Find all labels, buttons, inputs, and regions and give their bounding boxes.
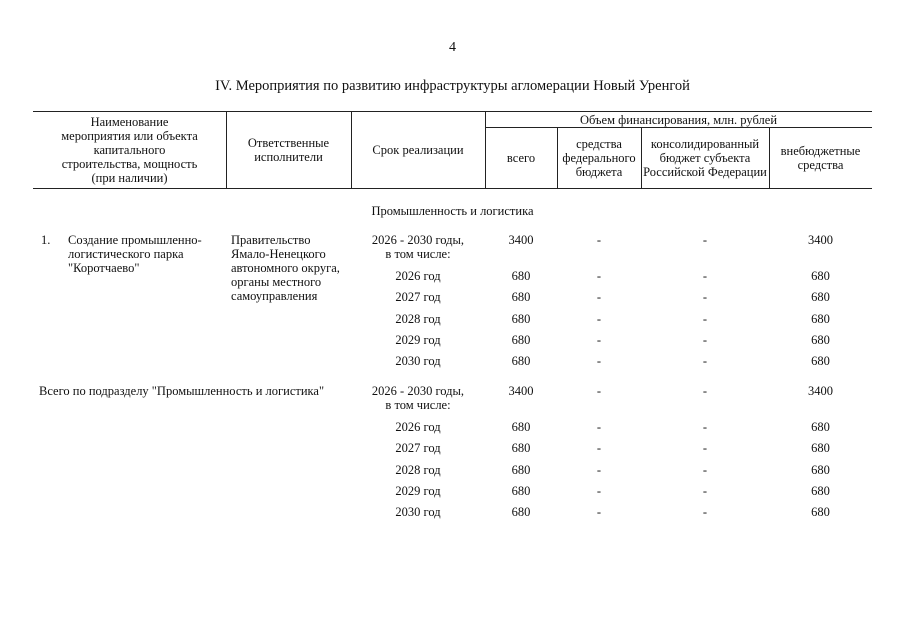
term-cell: 2028 год bbox=[395, 463, 441, 477]
regional-cell: - bbox=[702, 420, 708, 434]
extrabudget-cell: 680 bbox=[811, 354, 830, 368]
total-cell: 680 bbox=[511, 505, 531, 519]
regional-cell: - bbox=[702, 463, 708, 477]
header-term: Срок реализации bbox=[372, 143, 464, 157]
federal-cell: - bbox=[596, 384, 602, 398]
term-cell: 2029 год bbox=[395, 484, 441, 498]
header-federal: средства федерального бюджета bbox=[562, 137, 636, 179]
extrabudget-cell: 3400 bbox=[808, 384, 833, 398]
item-responsible: Правительство Ямало-Ненецкого автономного округа, органы местного самоуправления bbox=[231, 233, 340, 303]
total-cell: 3400 bbox=[508, 384, 534, 398]
term-cell: 2026 год bbox=[395, 420, 441, 434]
extrabudget-cell: 680 bbox=[811, 333, 830, 347]
page-title: IV. Мероприятия по развитию инфраструктуры агломерации Новый Уренгой bbox=[215, 78, 690, 94]
header-regional: консолидированный бюджет субъекта Российской Федерации bbox=[643, 137, 767, 179]
table-header bbox=[33, 111, 872, 189]
extrabudget-cell: 680 bbox=[811, 441, 830, 455]
regional-cell: - bbox=[702, 269, 708, 283]
federal-cell: - bbox=[596, 269, 602, 283]
header-extrabudget: внебюджетные средства bbox=[780, 144, 861, 172]
regional-cell: - bbox=[702, 441, 708, 455]
header-responsible: Ответственные исполнители bbox=[247, 136, 330, 164]
regional-cell: - bbox=[702, 290, 708, 304]
total-cell: 680 bbox=[511, 269, 531, 283]
header-name: Наименование мероприятия или объекта капитального строительства, мощность (при наличии) bbox=[61, 115, 198, 185]
total-cell: 680 bbox=[511, 354, 531, 368]
extrabudget-cell: 680 bbox=[811, 312, 830, 326]
extrabudget-cell: 3400 bbox=[808, 233, 833, 247]
total-cell: 680 bbox=[511, 441, 531, 455]
regional-cell: - bbox=[702, 384, 708, 398]
summary-label: Всего по подразделу "Промышленность и логистика" bbox=[39, 384, 325, 398]
term-cell: 2029 год bbox=[395, 333, 441, 347]
total-cell: 3400 bbox=[508, 233, 534, 247]
item-number: 1. bbox=[41, 233, 51, 247]
federal-cell: - bbox=[596, 312, 602, 326]
term-cell: 2028 год bbox=[395, 312, 441, 326]
page-number: 4 bbox=[449, 40, 456, 55]
regional-cell: - bbox=[702, 484, 708, 498]
extrabudget-cell: 680 bbox=[811, 463, 830, 477]
term-cell: 2026 - 2030 годы, в том числе: bbox=[371, 233, 465, 261]
federal-cell: - bbox=[596, 441, 602, 455]
regional-cell: - bbox=[702, 233, 708, 247]
header-funding: Объем финансирования, млн. рублей bbox=[579, 112, 778, 127]
federal-cell: - bbox=[596, 333, 602, 347]
federal-cell: - bbox=[596, 290, 602, 304]
federal-cell: - bbox=[596, 505, 602, 519]
extrabudget-cell: 680 bbox=[811, 269, 830, 283]
term-cell: 2030 год bbox=[395, 505, 441, 519]
extrabudget-cell: 680 bbox=[811, 505, 830, 519]
federal-cell: - bbox=[596, 420, 602, 434]
regional-cell: - bbox=[702, 354, 708, 368]
extrabudget-cell: 680 bbox=[811, 484, 830, 498]
regional-cell: - bbox=[702, 333, 708, 347]
section-title: Промышленность и логистика bbox=[371, 204, 534, 218]
total-cell: 680 bbox=[511, 484, 531, 498]
federal-cell: - bbox=[596, 233, 602, 247]
term-cell: 2027 год bbox=[395, 290, 441, 304]
total-cell: 680 bbox=[511, 312, 531, 326]
term-cell: 2030 год bbox=[395, 354, 441, 368]
term-cell: 2026 - 2030 годы, в том числе: bbox=[371, 384, 465, 412]
header-total: всего bbox=[506, 151, 536, 165]
total-cell: 680 bbox=[511, 333, 531, 347]
total-cell: 680 bbox=[511, 420, 531, 434]
term-cell: 2027 год bbox=[395, 441, 441, 455]
total-cell: 680 bbox=[511, 463, 531, 477]
extrabudget-cell: 680 bbox=[811, 290, 830, 304]
extrabudget-cell: 680 bbox=[811, 420, 830, 434]
total-cell: 680 bbox=[511, 290, 531, 304]
term-cell: 2026 год bbox=[395, 269, 441, 283]
regional-cell: - bbox=[702, 312, 708, 326]
federal-cell: - bbox=[596, 484, 602, 498]
federal-cell: - bbox=[596, 463, 602, 477]
regional-cell: - bbox=[702, 505, 708, 519]
federal-cell: - bbox=[596, 354, 602, 368]
item-name: Создание промышленно-логистического парка "Коротчаево" bbox=[68, 233, 202, 275]
